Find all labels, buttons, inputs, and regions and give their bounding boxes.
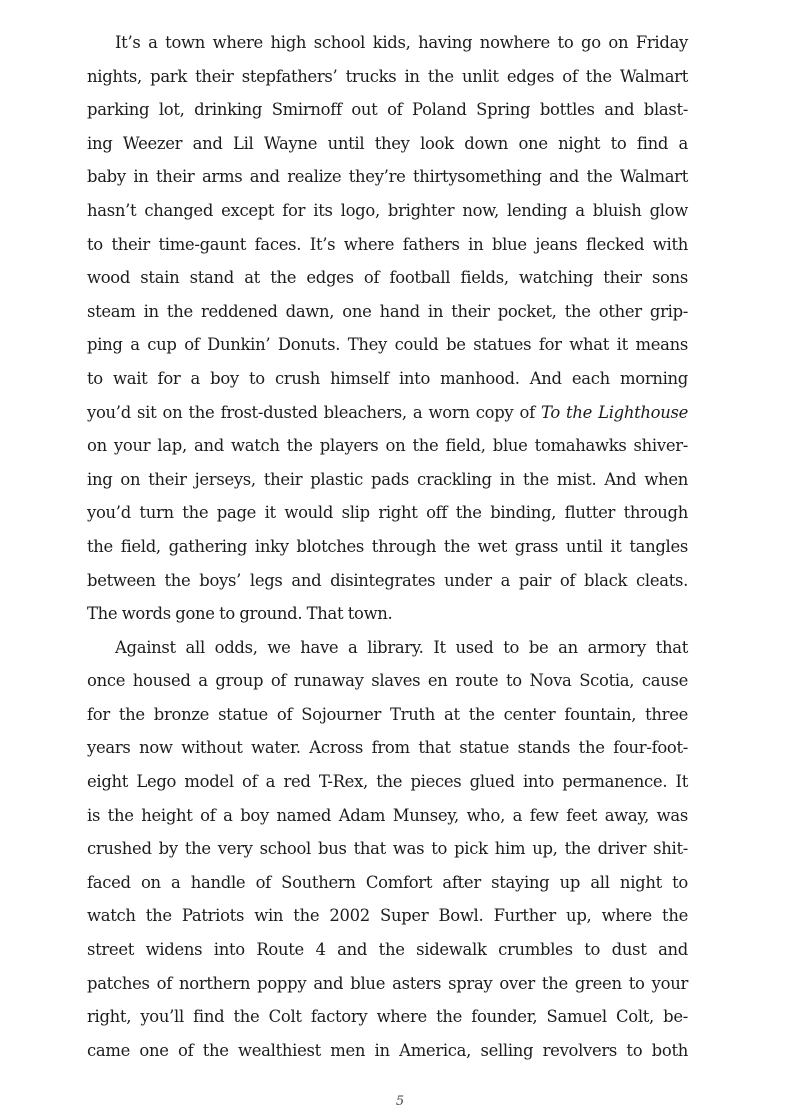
text-segment: you’d sit on the frost-dusted bleachers, a worn copy of	[87, 402, 541, 422]
text-line: eight Lego model of a red T-Rex, the pieces glued into permanence. It	[87, 772, 688, 792]
text-line: patches of northern poppy and blue asters spray over the green to your	[87, 973, 688, 993]
text-line-with-title	[87, 396, 688, 430]
text-line: for the bronze statue of Sojourner Truth at the center fountain, three	[87, 704, 688, 724]
text-line: on your lap, and watch the players on the field, blue tomahawks shiver-	[87, 436, 688, 456]
text-line: to their time-gaunt faces. It’s where fathers in blue jeans flecked with	[87, 234, 688, 254]
text-line: The words gone to ground. That town.	[87, 604, 393, 624]
text-line: you’d turn the page it would slip right off the binding, flutter through	[87, 503, 688, 523]
text-line: ing on their jerseys, their plastic pads crackling in the mist. And when	[87, 469, 688, 489]
book-title-italic: To the Lighthouse	[540, 402, 688, 422]
text-line: is the height of a boy named Adam Munsey, who, a few feet away, was	[87, 805, 688, 825]
text-line: the field, gathering inky blotches through the wet grass until it tangles	[87, 536, 688, 556]
paragraph-town	[87, 26, 688, 631]
text-line: parking lot, drinking Smirnoff out of Poland Spring bottles and blast-	[87, 100, 688, 120]
text-line: wood stain stand at the edges of football fields, watching their sons	[87, 268, 688, 288]
text-line: It’s a town where high school kids, having nowhere to go on Friday	[115, 33, 688, 52]
text-line: between the boys’ legs and disintegrates under a pair of black cleats.	[87, 570, 688, 590]
text-line: ing Weezer and Lil Wayne until they look down one night to find a	[87, 133, 688, 153]
text-line: came one of the wealthiest men in America, selling revolvers to both	[87, 1040, 688, 1060]
text-line: right, you’ll find the Colt factory where the founder, Samuel Colt, be-	[87, 1007, 688, 1027]
text-line: crushed by the very school bus that was to pick him up, the driver shit-	[87, 839, 688, 859]
book-page-body	[87, 26, 688, 1067]
text-line: to wait for a boy to crush himself into manhood. And each morning	[87, 368, 688, 388]
text-line: baby in their arms and realize they’re thirtysomething and the Walmart	[87, 167, 688, 187]
text-line: nights, park their stepfathers’ trucks in the unlit edges of the Walmart	[87, 66, 688, 86]
text-line: watch the Patriots win the 2002 Super Bowl. Further up, where the	[87, 906, 688, 926]
text-line: street widens into Route 4 and the sidewalk crumbles to dust and	[87, 940, 688, 960]
paragraph-library	[87, 631, 688, 1068]
text-line: hasn’t changed except for its logo, brighter now, lending a bluish glow	[87, 200, 688, 220]
text-line: Against all odds, we have a library. It used to be an armory that	[115, 637, 688, 657]
text-line: years now without water. Across from that statue stands the four-foot-	[87, 738, 688, 758]
page-number: 5	[395, 1094, 405, 1109]
text-line: faced on a handle of Southern Comfort after staying up all night to	[87, 872, 688, 892]
text-line: steam in the reddened dawn, one hand in their pocket, the other grip-	[87, 301, 688, 321]
text-line: ping a cup of Dunkin’ Donuts. They could be statues for what it means	[87, 335, 688, 355]
text-line: once housed a group of runaway slaves en route to Nova Scotia, cause	[87, 671, 688, 691]
